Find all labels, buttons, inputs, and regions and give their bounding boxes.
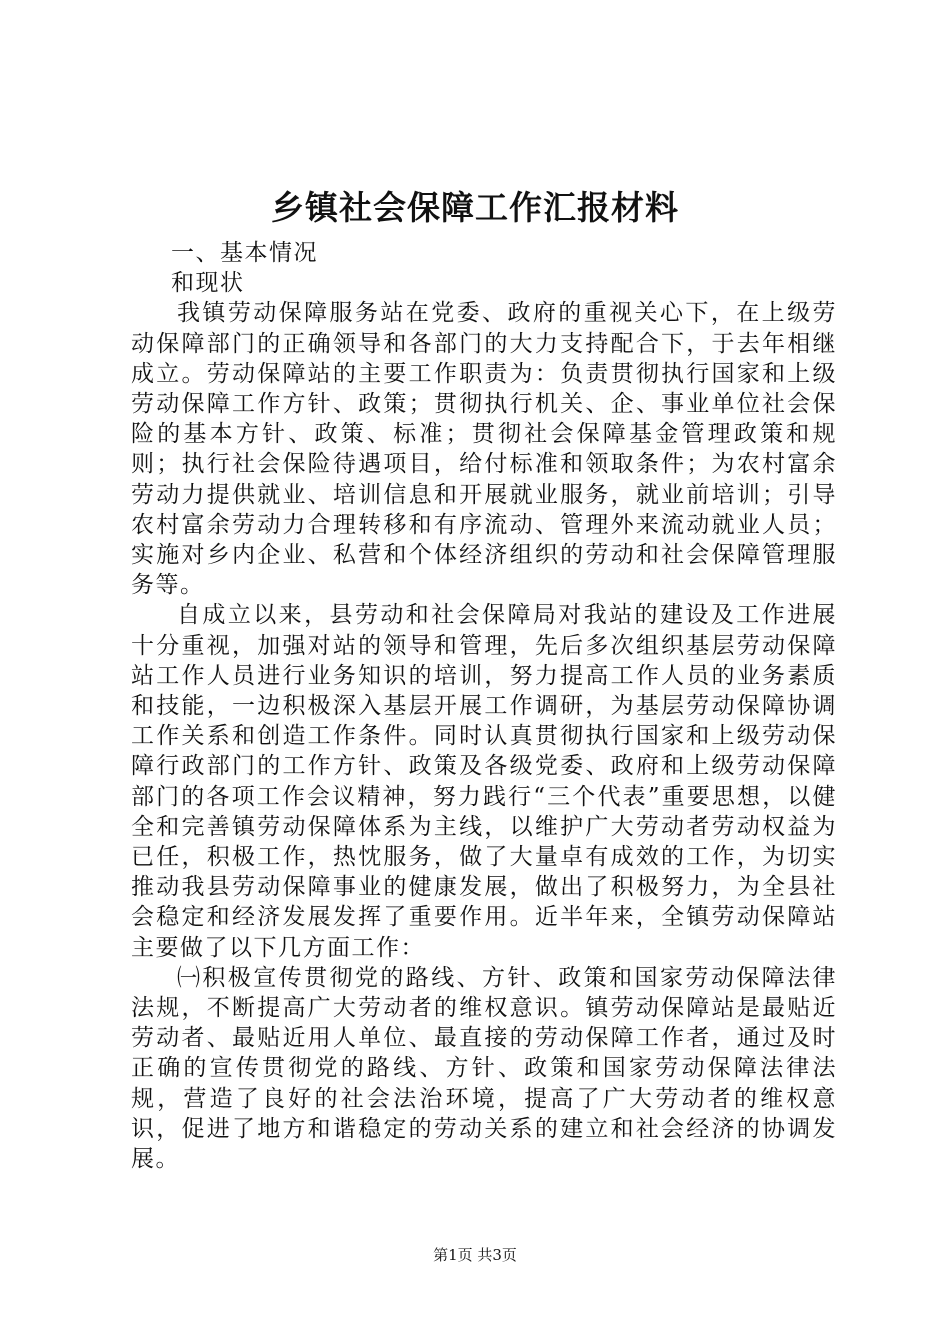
body-paragraph: 自成立以来，县劳动和社会保障局对我站的建设及工作进展十分重视，加强对站的领导和管理，先后多次组织基层劳动保障站工作人员进行业务知识的培训，努力提高工作人员的业务素质和技能，一边积极深入基层开展工作调研，为基层劳动保障协调工作关系和创造工作条件。同时认真贯彻执行国家和上级劳动保障行政部门的工作方针、政策及各级党委、政府和上级劳动保障部门的各项工作会议精神，努力践行“三个代表”重要思想，以健全和完善镇劳动保障体系为主线，以维护广大劳动者劳动权益为已任，积极工作，热忱服务，做了大量卓有成效的工作，为切实推动我县劳动保障事业的健康发展，做出了积极努力，为全县社会稳定和经济发展发挥了重要作用。近半年来，全镇劳动保障站主要做了以下几方面工作： (131, 602, 837, 961)
document-body (131, 238, 837, 1174)
body-paragraph: ㈠积极宣传贯彻党的路线、方针、政策和国家劳动保障法律法规，不断提高广大劳动者的维权意识。镇劳动保障站是最贴近劳动者、最贴近用人单位、最直接的劳动保障工作者，通过及时正确的宣传贯彻党的路线、方针、政策和国家劳动保障法律法规，营造了良好的社会法治环境，提高了广大劳动者的维权意识，促进了地方和谐稳定的劳动关系的建立和社会经济的协调发展。 (131, 964, 837, 1173)
body-paragraph: 我镇劳动保障服务站在党委、政府的重视关心下，在上级劳动保障部门的正确领导和各部门的大力支持配合下，于去年相继成立。劳动保障站的主要工作职责为：负责贯彻执行国家和上级劳动保障工作方针、政策；贯彻执行机关、企、事业单位社会保险的基本方针、政策、标准；贯彻社会保障基金管理政策和规则；执行社会保险待遇项目，给付标准和领取条件；为农村富余劳动力提供就业、培训信息和开展就业服务，就业前培训；引导农村富余劳动力合理转移和有序流动、管理外来流动就业人员；实施对乡内企业、私营和个体经济组织的劳动和社会保障管理服务等。 (131, 300, 837, 599)
section-subheading: 和现状 (171, 270, 245, 297)
document-title: 乡镇社会保障工作汇报材料 (271, 188, 679, 227)
section-heading: 一、基本情况 (171, 240, 318, 266)
page-number: 第1页 共3页 (433, 1246, 517, 1264)
